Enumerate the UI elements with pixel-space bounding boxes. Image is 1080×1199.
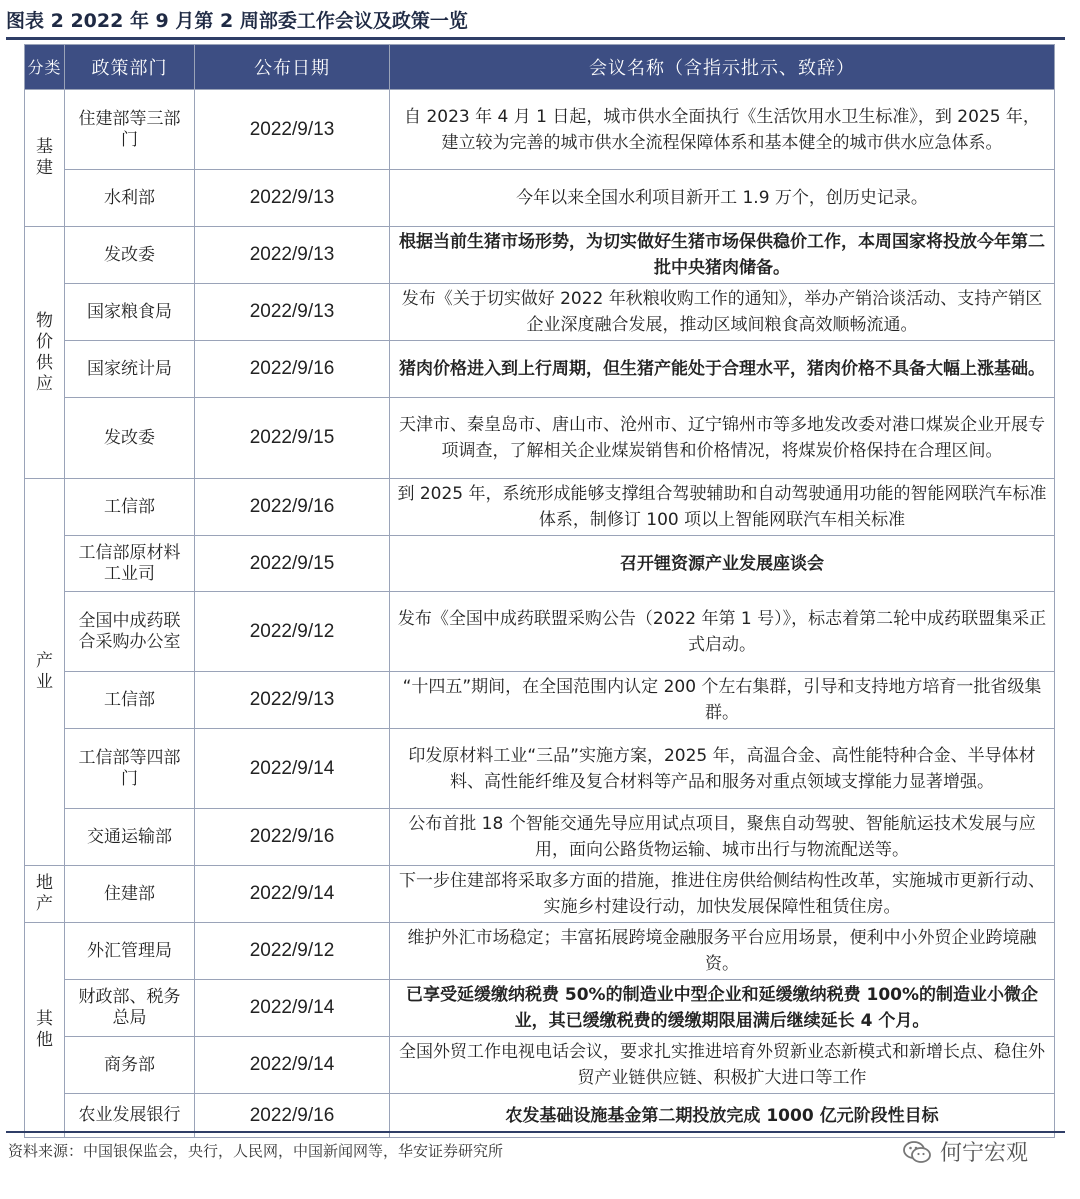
dept-cell: 工信部 [65, 672, 195, 729]
table-row [25, 923, 1055, 980]
wechat-icon [902, 1139, 932, 1165]
date-cell: 2022/9/16 [195, 341, 390, 398]
category-cell: 物价供应 [25, 227, 65, 479]
date-cell: 2022/9/13 [195, 672, 390, 729]
header-category: 分类 [25, 45, 65, 90]
date-cell: 2022/9/16 [195, 479, 390, 536]
content-cell: 到 2025 年，系统形成能够支撑组合驾驶辅助和自动驾驶通用功能的智能网联汽车标准体系，制修订 100 项以上智能网联汽车相关标准 [390, 479, 1055, 536]
dept-cell: 发改委 [65, 227, 195, 284]
date-cell: 2022/9/12 [195, 592, 390, 672]
table-header-row [25, 45, 1055, 90]
policy-table [24, 44, 1055, 1138]
dept-cell: 工信部等四部门 [65, 729, 195, 809]
date-cell: 2022/9/13 [195, 284, 390, 341]
table-row [25, 170, 1055, 227]
date-cell: 2022/9/15 [195, 398, 390, 479]
content-cell: 发布《全国中成药联盟采购公告（2022 年第 1 号）》，标志着第二轮中成药联盟集采正式启动。 [390, 592, 1055, 672]
date-cell: 2022/9/13 [195, 170, 390, 227]
watermark [902, 1136, 1028, 1167]
date-cell: 2022/9/14 [195, 866, 390, 923]
dept-cell: 水利部 [65, 170, 195, 227]
dept-cell: 发改委 [65, 398, 195, 479]
content-cell: 印发原材料工业“三品”实施方案，2025 年，高温合金、高性能特种合金、半导体材料、高性能纤维及复合材料等产品和服务对重点领域支撑能力显著增强。 [390, 729, 1055, 809]
category-cell: 产业 [25, 479, 65, 866]
dept-cell: 工信部 [65, 479, 195, 536]
content-cell: 自 2023 年 4 月 1 日起，城市供水全面执行《生活饮用水卫生标准》，到 2025 年，建立较为完善的城市供水全流程保障体系和基本健全的城市供水应急体系。 [390, 90, 1055, 170]
dept-cell: 商务部 [65, 1037, 195, 1094]
dept-cell: 住建部 [65, 866, 195, 923]
source-note: 资料来源：中国银保监会，央行，人民网，中国新闻网等，华安证券研究所 [8, 1142, 504, 1160]
date-cell: 2022/9/13 [195, 227, 390, 284]
dept-cell: 外汇管理局 [65, 923, 195, 980]
table-row [25, 227, 1055, 284]
table-row [25, 536, 1055, 592]
date-cell: 2022/9/12 [195, 923, 390, 980]
dept-cell: 财政部、税务总局 [65, 980, 195, 1037]
table-row [25, 866, 1055, 923]
content-cell: 维护外汇市场稳定；丰富拓展跨境金融服务平台应用场景，便利中小外贸企业跨境融资。 [390, 923, 1055, 980]
header-dept: 政策部门 [65, 45, 195, 90]
content-cell: 根据当前生猪市场形势，为切实做好生猪市场保供稳价工作，本周国家将投放今年第二批中央猪肉储备。 [390, 227, 1055, 284]
content-cell: 今年以来全国水利项目新开工 1.9 万个，创历史记录。 [390, 170, 1055, 227]
dept-cell: 国家统计局 [65, 341, 195, 398]
table-row [25, 284, 1055, 341]
category-cell: 地产 [25, 866, 65, 923]
content-cell: 天津市、秦皇岛市、唐山市、沧州市、辽宁锦州市等多地发改委对港口煤炭企业开展专项调查，了解相关企业煤炭销售和价格情况，将煤炭价格保持在合理区间。 [390, 398, 1055, 479]
content-cell: 已享受延缓缴纳税费 50%的制造业中型企业和延缓缴纳税费 100%的制造业小微企业，其已缓缴税费的缓缴期限届满后继续延长 4 个月。 [390, 980, 1055, 1037]
table-row [25, 398, 1055, 479]
table-row [25, 980, 1055, 1037]
content-cell: 全国外贸工作电视电话会议，要求扎实推进培育外贸新业态新模式和新增长点、稳住外贸产业链供应链、积极扩大进口等工作 [390, 1037, 1055, 1094]
date-cell: 2022/9/13 [195, 90, 390, 170]
content-cell: 猪肉价格进入到上行周期，但生猪产能处于合理水平，猪肉价格不具备大幅上涨基础。 [390, 341, 1055, 398]
table-row [25, 592, 1055, 672]
dept-cell: 住建部等三部门 [65, 90, 195, 170]
date-cell: 2022/9/16 [195, 1094, 390, 1138]
figure-title: 图表 2 2022 年 9 月第 2 周部委工作会议及政策一览 [6, 10, 468, 32]
content-cell: 公布首批 18 个智能交通先导应用试点项目，聚焦自动驾驶、智能航运技术发展与应用，面向公路货物运输、城市出行与物流配送等。 [390, 809, 1055, 866]
content-cell: 发布《关于切实做好 2022 年秋粮收购工作的通知》，举办产销洽谈活动、支持产销区企业深度融合发展，推动区域间粮食高效顺畅流通。 [390, 284, 1055, 341]
watermark-text: 何宁宏观 [940, 1141, 1029, 1166]
content-cell: 农发基础设施基金第二期投放完成 1000 亿元阶段性目标 [390, 1094, 1055, 1138]
date-cell: 2022/9/14 [195, 1037, 390, 1094]
dept-cell: 农业发展银行 [65, 1094, 195, 1138]
dept-cell: 全国中成药联合采购办公室 [65, 592, 195, 672]
date-cell: 2022/9/14 [195, 729, 390, 809]
dept-cell: 交通运输部 [65, 809, 195, 866]
table-row [25, 1037, 1055, 1094]
category-cell: 其他 [25, 923, 65, 1138]
content-cell: “十四五”期间，在全国范围内认定 200 个左右集群，引导和支持地方培育一批省级集群。 [390, 672, 1055, 729]
table-row [25, 672, 1055, 729]
dept-cell: 工信部原材料工业司 [65, 536, 195, 592]
content-cell: 下一步住建部将采取多方面的措施，推进住房供给侧结构性改革，实施城市更新行动、实施乡村建设行动，加快发展保障性租赁住房。 [390, 866, 1055, 923]
date-cell: 2022/9/14 [195, 980, 390, 1037]
content-cell: 召开锂资源产业发展座谈会 [390, 536, 1055, 592]
category-cell: 基建 [25, 90, 65, 227]
header-date: 公布日期 [195, 45, 390, 90]
table-row [25, 729, 1055, 809]
title-rule [6, 37, 1065, 40]
table-row [25, 809, 1055, 866]
table-row [25, 90, 1055, 170]
date-cell: 2022/9/16 [195, 809, 390, 866]
date-cell: 2022/9/15 [195, 536, 390, 592]
table-row [25, 341, 1055, 398]
table-row [25, 479, 1055, 536]
dept-cell: 国家粮食局 [65, 284, 195, 341]
header-content: 会议名称（含指示批示、致辞） [390, 45, 1055, 90]
footer-rule [6, 1131, 1065, 1133]
